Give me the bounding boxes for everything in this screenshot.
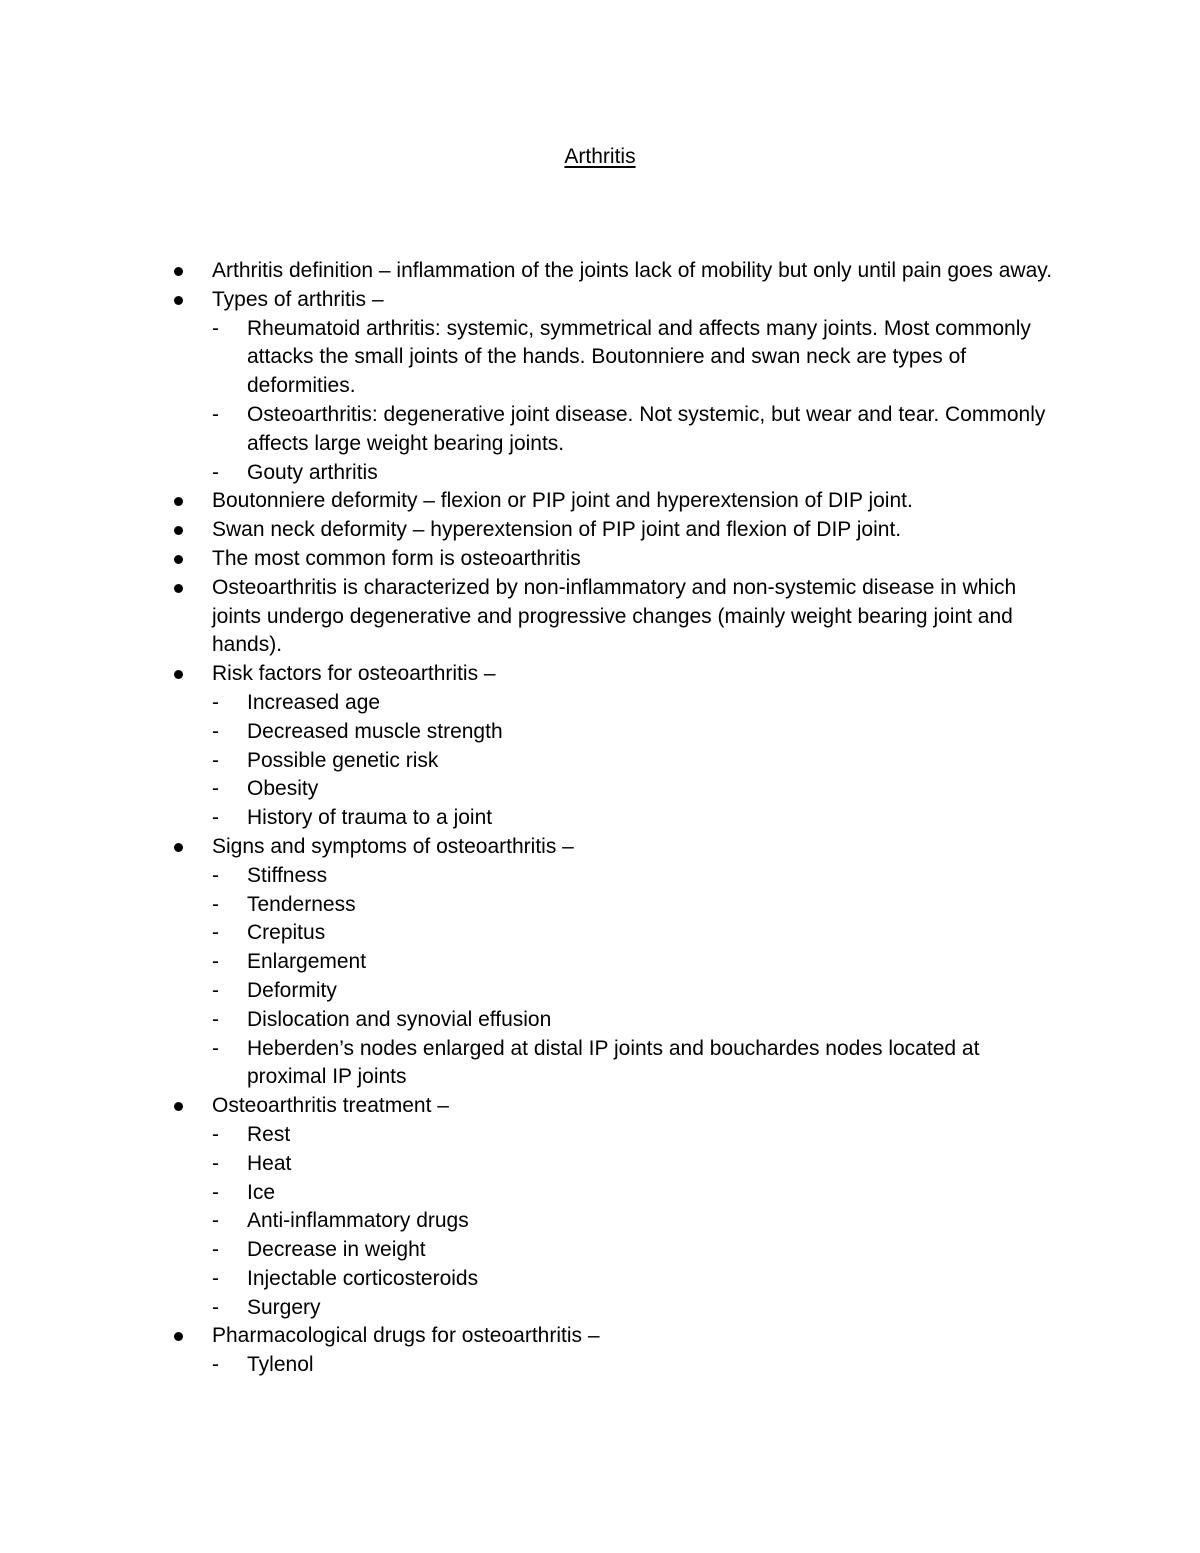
sub-item-text: Anti-inflammatory drugs [247,1209,469,1233]
bullet-item [0,1092,1200,1322]
bullet-text: The most common form is osteoarthritis [212,546,581,570]
bullet-dot-icon [174,497,183,506]
bullet-dot-icon [174,526,183,535]
dash-icon: - [212,863,219,887]
bullet-item [0,257,1200,286]
sub-item-text: Gouty arthritis [247,460,378,484]
sub-list [212,689,1060,833]
bullet-item [0,545,1200,574]
sub-item-text: Stiffness [247,863,328,887]
bullet-dot-icon [174,555,183,564]
dash-icon: - [212,690,219,714]
sub-item [0,1351,1060,1380]
dash-icon: - [212,1122,219,1146]
bullet-dot-icon [174,1332,183,1341]
sub-item [0,775,1060,804]
bullet-text: Osteoarthritis treatment – [212,1094,449,1118]
sub-item-text: Heberden’s nodes enlarged at distal IP joints and bouchardes nodes located at proximal IP joints [247,1036,980,1089]
sub-item [0,1006,1060,1035]
sub-item-text: Decrease in weight [247,1238,426,1262]
sub-item [0,1294,1060,1323]
bullet-dot-icon [174,584,183,593]
sub-list [212,315,1060,488]
sub-item [0,459,1060,488]
bullet-dot-icon [174,670,183,679]
bullet-text: Swan neck deformity – hyperextension of PIP joint and flexion of DIP joint. [212,518,902,542]
sub-item-text: Dislocation and synovial effusion [247,1007,552,1031]
bullet-text: Boutonniere deformity – flexion or PIP joint and hyperextension of DIP joint. [212,489,913,513]
sub-item-text: Decreased muscle strength [247,719,503,743]
dash-icon: - [212,1353,219,1377]
sub-item-text: Heat [247,1151,292,1175]
sub-item [0,718,1060,747]
sub-list [212,1121,1060,1323]
bullet-item [0,487,1200,516]
bullet-text: Pharmacological drugs for osteoarthritis – [212,1324,600,1348]
sub-item [0,948,1060,977]
dash-icon: - [212,1238,219,1262]
sub-item [0,977,1060,1006]
bullet-item [0,286,1200,488]
dash-icon: - [212,748,219,772]
bullet-item [0,660,1200,833]
sub-item [0,1207,1060,1236]
dash-icon: - [212,1266,219,1290]
dash-icon: - [212,806,219,830]
sub-item-text: Rheumatoid arthritis: systemic, symmetrical and affects many joints. Most commonly attacks the small joints of the hands. Boutonniere and swan neck are types of deformities. [247,316,1031,398]
sub-item-text: Injectable corticosteroids [247,1266,479,1290]
sub-item [0,315,1060,401]
sub-item-text: Obesity [247,777,319,801]
sub-item [0,919,1060,948]
dash-icon: - [212,1151,219,1175]
sub-item [0,804,1060,833]
dash-icon: - [212,719,219,743]
bullet-item [0,833,1200,1092]
sub-list [212,1351,1060,1380]
sub-item-text: Enlargement [247,950,367,974]
sub-item [0,1150,1060,1179]
document-body [0,257,1200,1380]
bullet-text: Risk factors for osteoarthritis – [212,662,496,686]
bullet-item [0,574,1200,660]
sub-item [0,747,1060,776]
dash-icon: - [212,1295,219,1319]
sub-item-text: Tylenol [247,1353,314,1377]
bullet-text: Osteoarthritis is characterized by non-inflammatory and non-systemic disease in which joints undergo degenerative and progressive changes (mainly weight bearing joint and hands). [212,575,1017,657]
bullet-text: Types of arthritis – [212,287,384,311]
sub-item-text: Rest [247,1122,291,1146]
bullet-text: Arthritis definition – inflammation of the joints lack of mobility but only until pain goes away. [212,259,1053,282]
dash-icon: - [212,1209,219,1233]
dash-icon: - [212,1007,219,1031]
sub-item-text: Possible genetic risk [247,748,439,772]
bullet-dot-icon [174,1102,183,1111]
sub-item-text: History of trauma to a joint [247,806,493,830]
dash-icon: - [212,316,219,340]
sub-item-text: Deformity [247,978,337,1002]
dash-icon: - [212,978,219,1002]
sub-item [0,1035,1060,1093]
bullet-list [0,257,1200,1380]
sub-item [0,1121,1060,1150]
sub-item [0,401,1060,459]
sub-item [0,1265,1060,1294]
page-title: Arthritis [564,145,636,168]
bullet-item [0,516,1200,545]
dash-icon: - [212,460,219,484]
sub-item [0,891,1060,920]
sub-item-text: Ice [247,1180,276,1204]
sub-item-text: Tenderness [247,892,356,916]
sub-item-text: Surgery [247,1295,321,1319]
dash-icon: - [212,1036,219,1060]
sub-list [212,862,1060,1092]
bullet-dot-icon [174,296,183,305]
bullet-text: Signs and symptoms of osteoarthritis – [212,834,574,858]
dash-icon: - [212,777,219,801]
dash-icon: - [212,950,219,974]
sub-item [0,1179,1060,1208]
sub-item [0,862,1060,891]
sub-item-text: Crepitus [247,921,326,945]
sub-item [0,689,1060,718]
bullet-dot-icon [174,267,183,276]
dash-icon: - [212,1180,219,1204]
bullet-item [0,1322,1200,1380]
sub-item [0,1236,1060,1265]
dash-icon: - [212,892,219,916]
dash-icon: - [212,402,219,426]
sub-item-text: Increased age [247,690,381,714]
sub-item-text: Osteoarthritis: degenerative joint disease. Not systemic, but wear and tear. Commonly affects large weight bearing joints. [247,402,1046,455]
dash-icon: - [212,921,219,945]
bullet-dot-icon [174,843,183,852]
